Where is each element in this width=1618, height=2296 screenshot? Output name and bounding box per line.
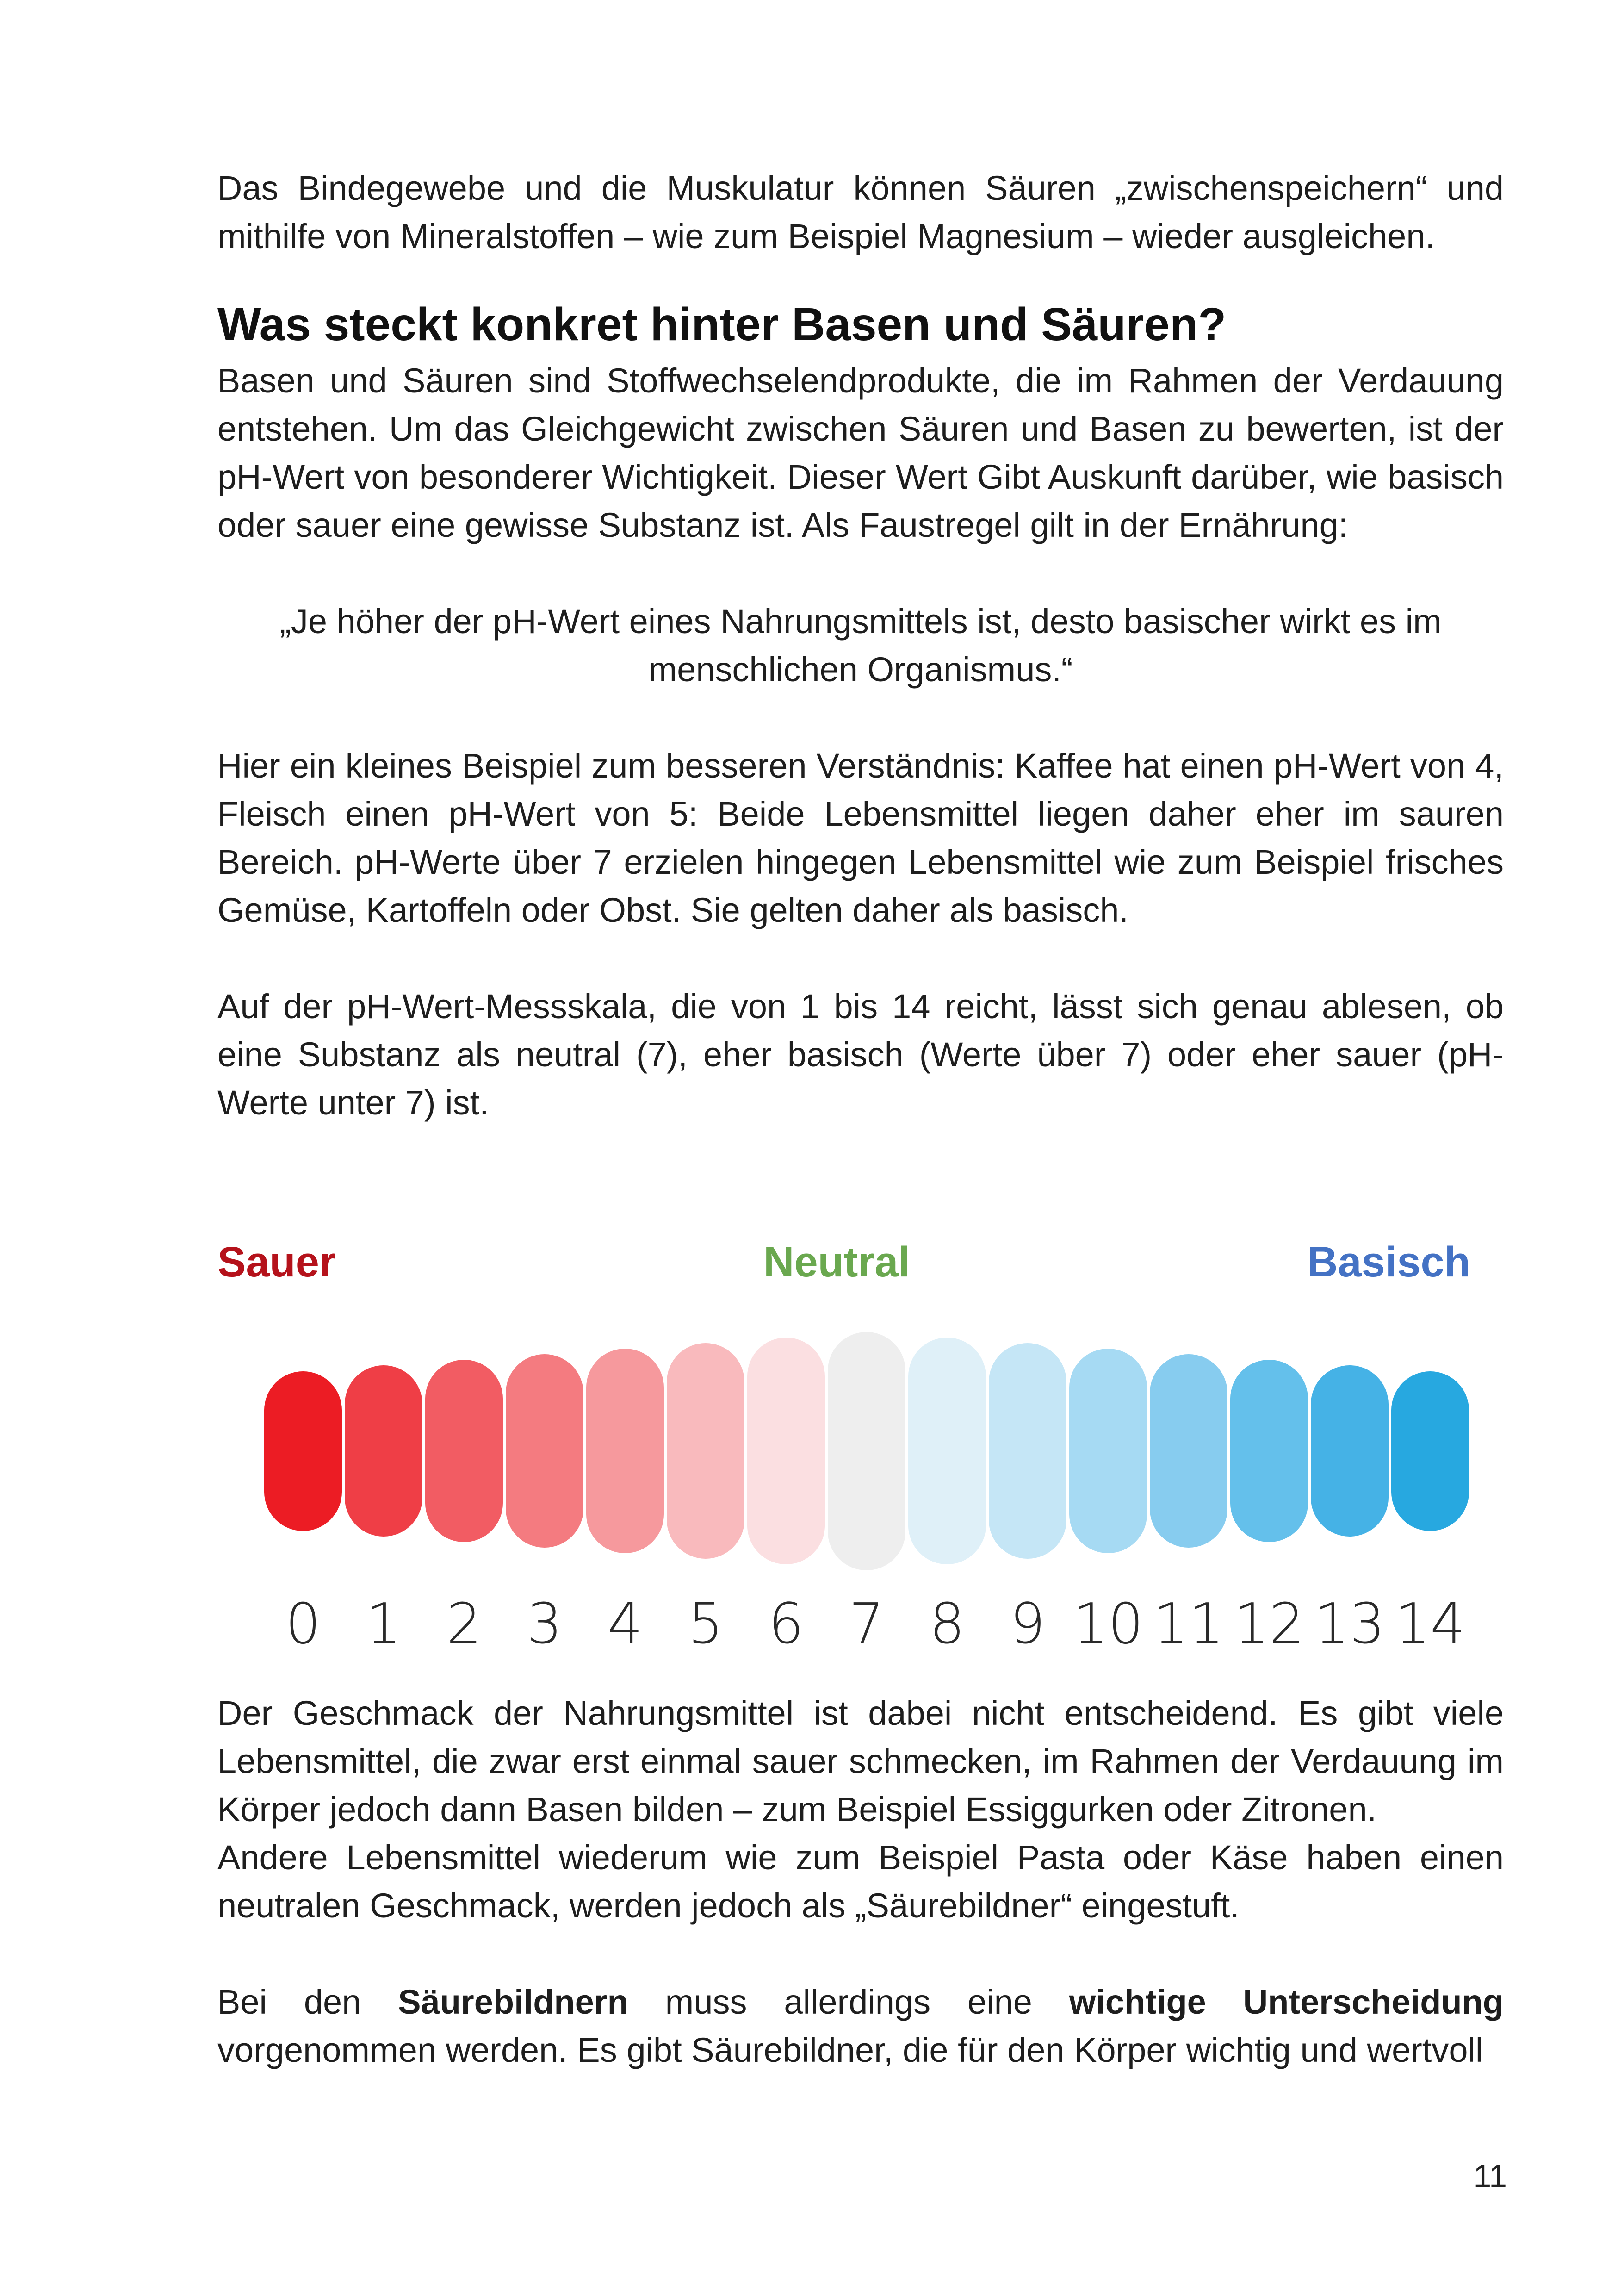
- paragraph-example: Hier ein kleines Beispiel zum besseren Verständnis: Kaffee hat einen pH-Wert von 4, Fleisch einen pH-Wert von 5: Beide Lebensmittel liegen daher eher im sauren Bereich. pH-Werte über 7 erzielen hingegen Lebensmittel wie zum Beispiel frisches Gemüse, Kartoffeln oder Obst. Sie gelten daher als basisch.: [217, 747, 1504, 929]
- page-content: [217, 164, 1504, 2074]
- ph-bar-4: [586, 1349, 664, 1553]
- paragraph-ph-definition: Basen und Säuren sind Stoffwechselendprodukte, die im Rahmen der Verdauung entstehen. Um das Gleichgewicht zwischen Säuren und Basen zu bewerten, ist der pH-Wert von besonderer Wichtigkeit. Dieser Wert Gibt Auskunft darüber, wie basisch oder sauer eine gewisse Substanz ist. Als Faustregel gilt in der Ernährung:: [217, 361, 1504, 544]
- intro-paragraph: Das Bindegewebe und die Muskulatur können Säuren „zwischenspeichern“ und mithilfe von Mineralstoffen – wie zum Beispiel Magnesium – wieder ausgleichen.: [217, 169, 1504, 255]
- bold-term-distinction: wichtige Unterscheidung: [1069, 1983, 1504, 2021]
- spacer: [217, 1930, 1504, 1978]
- ph-bar-14: [1391, 1371, 1469, 1531]
- ph-bar-1: [345, 1365, 422, 1536]
- paragraph-scale: Auf der pH-Wert-Messskala, die von 1 bis 14 reicht, lässt sich genau ablesen, ob eine Substanz als neutral (7), eher basisch (Werte über 7) oder eher sauer (pH-Werte unter 7) ist.: [217, 987, 1504, 1122]
- ph-bar-8: [908, 1338, 986, 1565]
- ph-bar-3: [506, 1354, 583, 1548]
- ph-bar-11: [1150, 1354, 1227, 1548]
- ph-value-label: 6: [768, 1592, 804, 1656]
- ph-value-label: 4: [607, 1592, 643, 1656]
- ph-value-label: 14: [1395, 1592, 1466, 1656]
- ph-bar-0: [264, 1371, 342, 1531]
- ph-value-label: 7: [849, 1592, 885, 1656]
- ph-bar-9: [989, 1343, 1066, 1559]
- ph-bar-2: [425, 1360, 503, 1542]
- label-acid: Sauer: [217, 1238, 336, 1286]
- ph-bar-12: [1230, 1360, 1308, 1542]
- quote-line-2: menschlichen Organismus.“: [648, 650, 1073, 689]
- ph-value-label: 12: [1234, 1592, 1305, 1656]
- ph-value-label: 13: [1314, 1592, 1385, 1656]
- spacer: [217, 694, 1504, 742]
- ph-value-label: 8: [929, 1592, 965, 1656]
- spacer: [217, 549, 1504, 597]
- ph-value-label: 9: [1010, 1592, 1046, 1656]
- paragraph-taste: Der Geschmack der Nahrungsmittel ist dabei nicht entscheidend. Es gibt viele Lebensmittel, die zwar erst einmal sauer schmecken, im Rahmen der Verdauung im Körper jedoch dann Basen bilden – zum Beispiel Essiggurken oder Zitronen.: [217, 1694, 1504, 1829]
- ph-bar-10: [1069, 1349, 1147, 1553]
- quote-line-1: „Je höher der pH-Wert eines Nahrungsmittels ist, desto basischer wirkt es im: [279, 602, 1442, 641]
- ph-value-label: 2: [446, 1592, 482, 1656]
- ph-value-label: 0: [285, 1592, 321, 1656]
- ph-value-label: 5: [688, 1592, 724, 1656]
- paragraph-neutral-taste: Andere Lebensmittel wiederum wie zum Beispiel Pasta oder Käse haben einen neutralen Geschmack, werden jedoch als „Säurebildner“ eingestuft.: [217, 1838, 1504, 1925]
- paragraph-acid-formers: Bei den Säurebildnern muss allerdings eine wichtige Unterscheidung vorgenommen werden. Es gibt Säurebildner, die für den Körper wichtig und wertvoll: [217, 1983, 1504, 2069]
- spacer: [217, 934, 1504, 983]
- ph-bar-6: [747, 1338, 825, 1565]
- ph-value-label: 1: [366, 1592, 402, 1656]
- section-heading: Was steckt konkret hinter Basen und Säuren?: [217, 299, 1227, 350]
- ph-value-label: 11: [1153, 1592, 1224, 1656]
- label-base: Basisch: [1307, 1238, 1470, 1286]
- label-neutral: Neutral: [763, 1238, 910, 1286]
- ph-bar-5: [667, 1343, 744, 1559]
- ph-value-label: 3: [527, 1592, 563, 1656]
- ph-bar-7: [828, 1332, 905, 1570]
- ph-bar-13: [1311, 1365, 1389, 1536]
- ph-scale: [217, 1127, 1504, 1689]
- ph-value-label: 10: [1072, 1592, 1144, 1656]
- page-number: 11: [1473, 2158, 1507, 2194]
- bold-term-acid-formers: Säurebildnern: [398, 1983, 628, 2021]
